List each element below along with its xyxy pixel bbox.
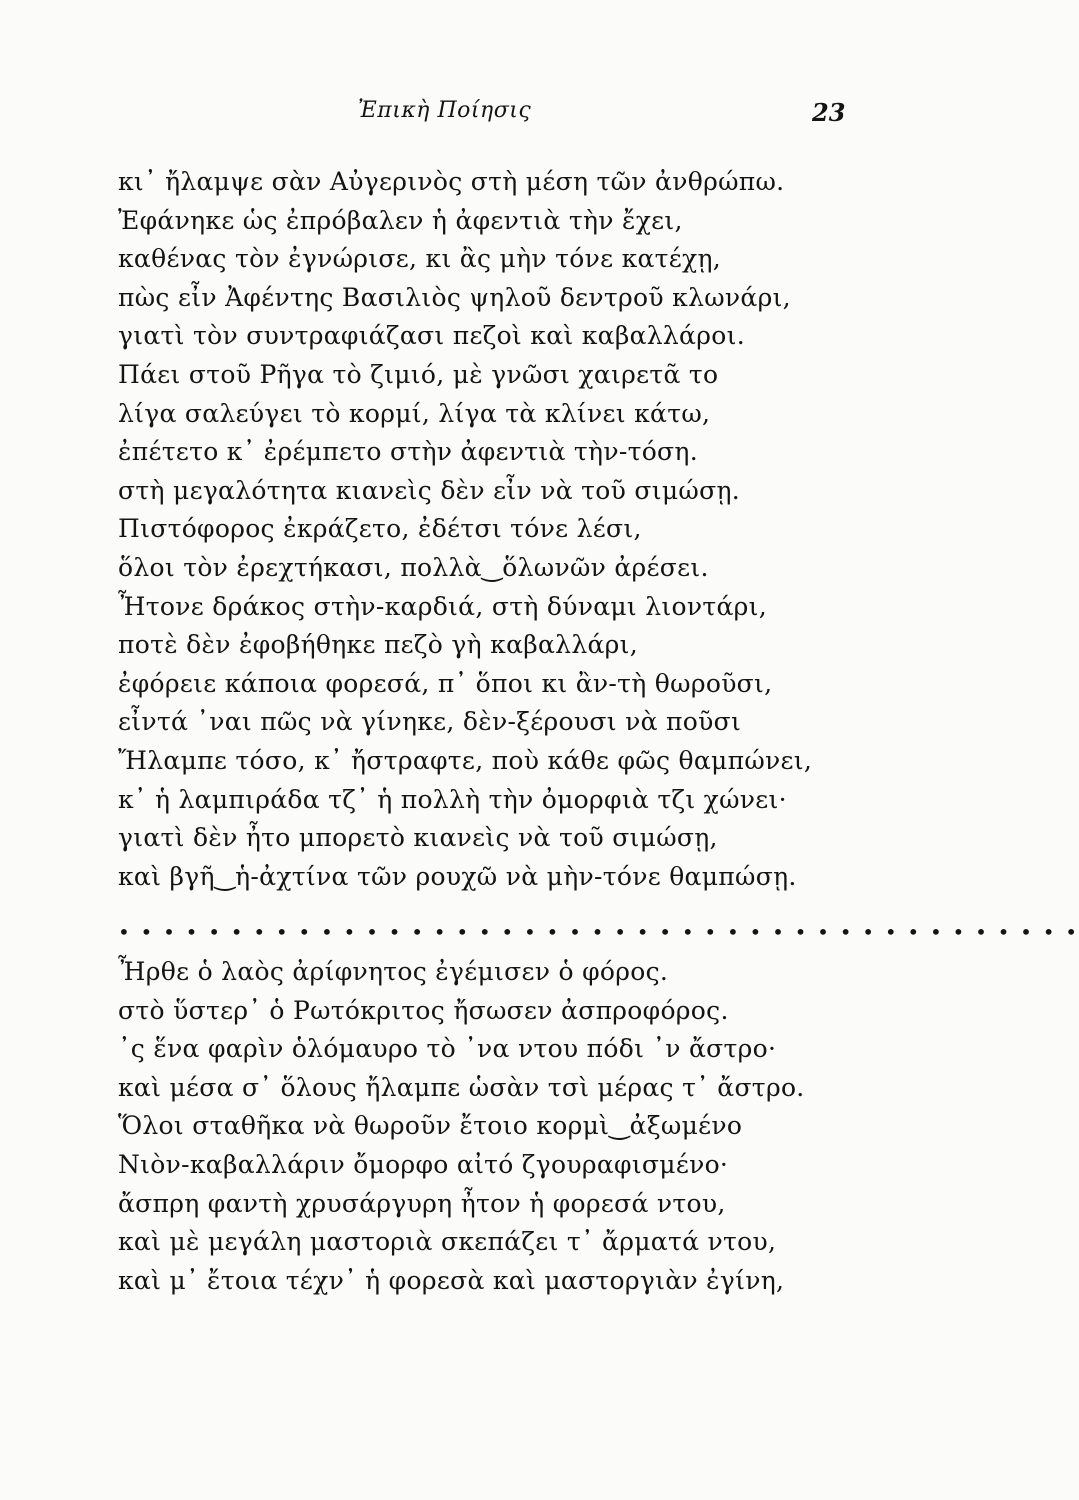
verse-line: γιατὶ τὸν συντραφιάζασι πεζοὶ καὶ καβαλλάροι.	[118, 321, 745, 351]
verse-line: ἄσπρη φαντὴ χρυσάργυρη ἦτον ἡ φορεσά ντου,	[118, 1188, 726, 1218]
poem-stanza-1	[118, 163, 918, 896]
running-head	[0, 98, 1005, 128]
verse-line: ἐφόρειε κάποια φορεσά, π᾿ ὅποι κι ἂν-τὴ θωροῦσι,	[118, 668, 773, 698]
verse-line: καὶ μὲ μεγάλη μαστοριὰ σκεπάζει τ᾿ ἄρματά ντου,	[118, 1227, 777, 1257]
verse-line: καθένας τὸν ἐγνώρισε, κι ἂς μὴν τόνε κατέχῃ,	[118, 244, 722, 274]
verse-line: ποτὲ δὲν ἐφοβήθηκε πεζὸ γὴ καβαλλάρι,	[118, 630, 638, 660]
page-number: 23	[812, 98, 846, 127]
verse-line: Ἐφάνηκε ὡς ἐπρόβαλεν ἡ ἀφεντιὰ τὴν ἔχει,	[118, 205, 683, 235]
verse-line: στὴ μεγαλότητα κιανεὶς δὲν εἶν νὰ τοῦ σιμώσῃ.	[118, 475, 740, 505]
verse-line: στὸ ὕστερ᾿ ὁ Ρωτόκριτος ἤσωσεν ἀσπροφόρος.	[118, 995, 729, 1025]
verse-line: Πάει στοῦ Ρῆγα τὸ ζιμιό, μὲ γνῶσι χαιρετᾶ το	[118, 359, 719, 389]
running-title: Ἐπικὴ Ποίησις	[358, 98, 532, 123]
verse-line: ὅλοι τὸν ἐρεχτήκασι, πολλὰ‿ὅλωνῶν ἀρέσει.	[118, 552, 709, 582]
verse-line: πὼς εἶν Ἀφέντης Βασιλιὸς ψηλοῦ δεντροῦ κλωνάρι,	[118, 282, 791, 312]
section-separator-dots: • • • • • • • • • • • • • • • • • • • • • • • • • • • • • • • • • • • • • • • • • • •	[118, 920, 1079, 944]
verse-line: καὶ μέσα σ᾿ ὅλους ἤλαμπε ὡσὰν τσὶ μέρας τ᾿ ἄστρο.	[118, 1072, 805, 1102]
verse-line: κ᾿ ἡ λαμπιράδα τζ᾿ ἡ πολλὴ τὴν ὀμορφιὰ τζι χώνει·	[118, 784, 787, 814]
poem-stanza-2	[118, 953, 918, 1300]
verse-line: Ἤλαμπε τόσο, κ᾿ ἤστραφτε, ποὺ κάθε φῶς θαμπώνει,	[118, 745, 813, 775]
verse-line: ἐπέτετο κ᾿ ἐρέμπετο στὴν ἀφεντιὰ τὴν-τόση.	[118, 437, 698, 467]
verse-line: λίγα σαλεύγει τὸ κορμί, λίγα τὰ κλίνει κάτω,	[118, 398, 711, 428]
verse-line: Πιστόφορος ἐκράζετο, ἐδέτσι τόνε λέσι,	[118, 514, 642, 544]
verse-line: Ἦρθε ὁ λαὸς ἀρίφνητος ἐγέμισεν ὁ φόρος.	[118, 957, 669, 986]
verse-line: εἶντά ᾿ναι πῶς νὰ γίνηκε, δὲν-ξέρουσι νὰ ποῦσι	[118, 707, 742, 737]
verse-line: γιατὶ δὲν ἦτο μπορετὸ κιανεὶς νὰ τοῦ σιμώσῃ,	[118, 823, 718, 853]
verse-line: καὶ βγῆ‿ἡ-ἀχτίνα τῶν ρουχῶ νὰ μὴν-τόνε θαμπώσῃ.	[118, 861, 797, 891]
verse-line: Ὅλοι σταθῆκα νὰ θωροῦν ἔτοιο κορμὶ‿ἀξωμένο	[118, 1111, 743, 1141]
verse-line: Ἦτονε δράκος στὴν-καρδιά, στὴ δύναμι λιοντάρι,	[118, 591, 768, 621]
verse-line: ᾿ς ἕνα φαρὶν ὁλόμαυρο τὸ ᾿να ντου πόδι ᾿ν ἄστρο·	[118, 1034, 777, 1064]
verse-line: καὶ μ᾿ ἔτοια τέχν᾿ ἡ φορεσὰ καὶ μαστοργιὰν ἐγίνη,	[118, 1265, 785, 1295]
verse-line: Νιὸν-καβαλλάριν ὄμορφο αἰτό ζγουραφισμένο·	[118, 1149, 729, 1179]
verse-line: κι᾿ ἤλαμψε σὰν Αὐγερινὸς στὴ μέση τῶν ἀνθρώπω.	[118, 167, 785, 196]
